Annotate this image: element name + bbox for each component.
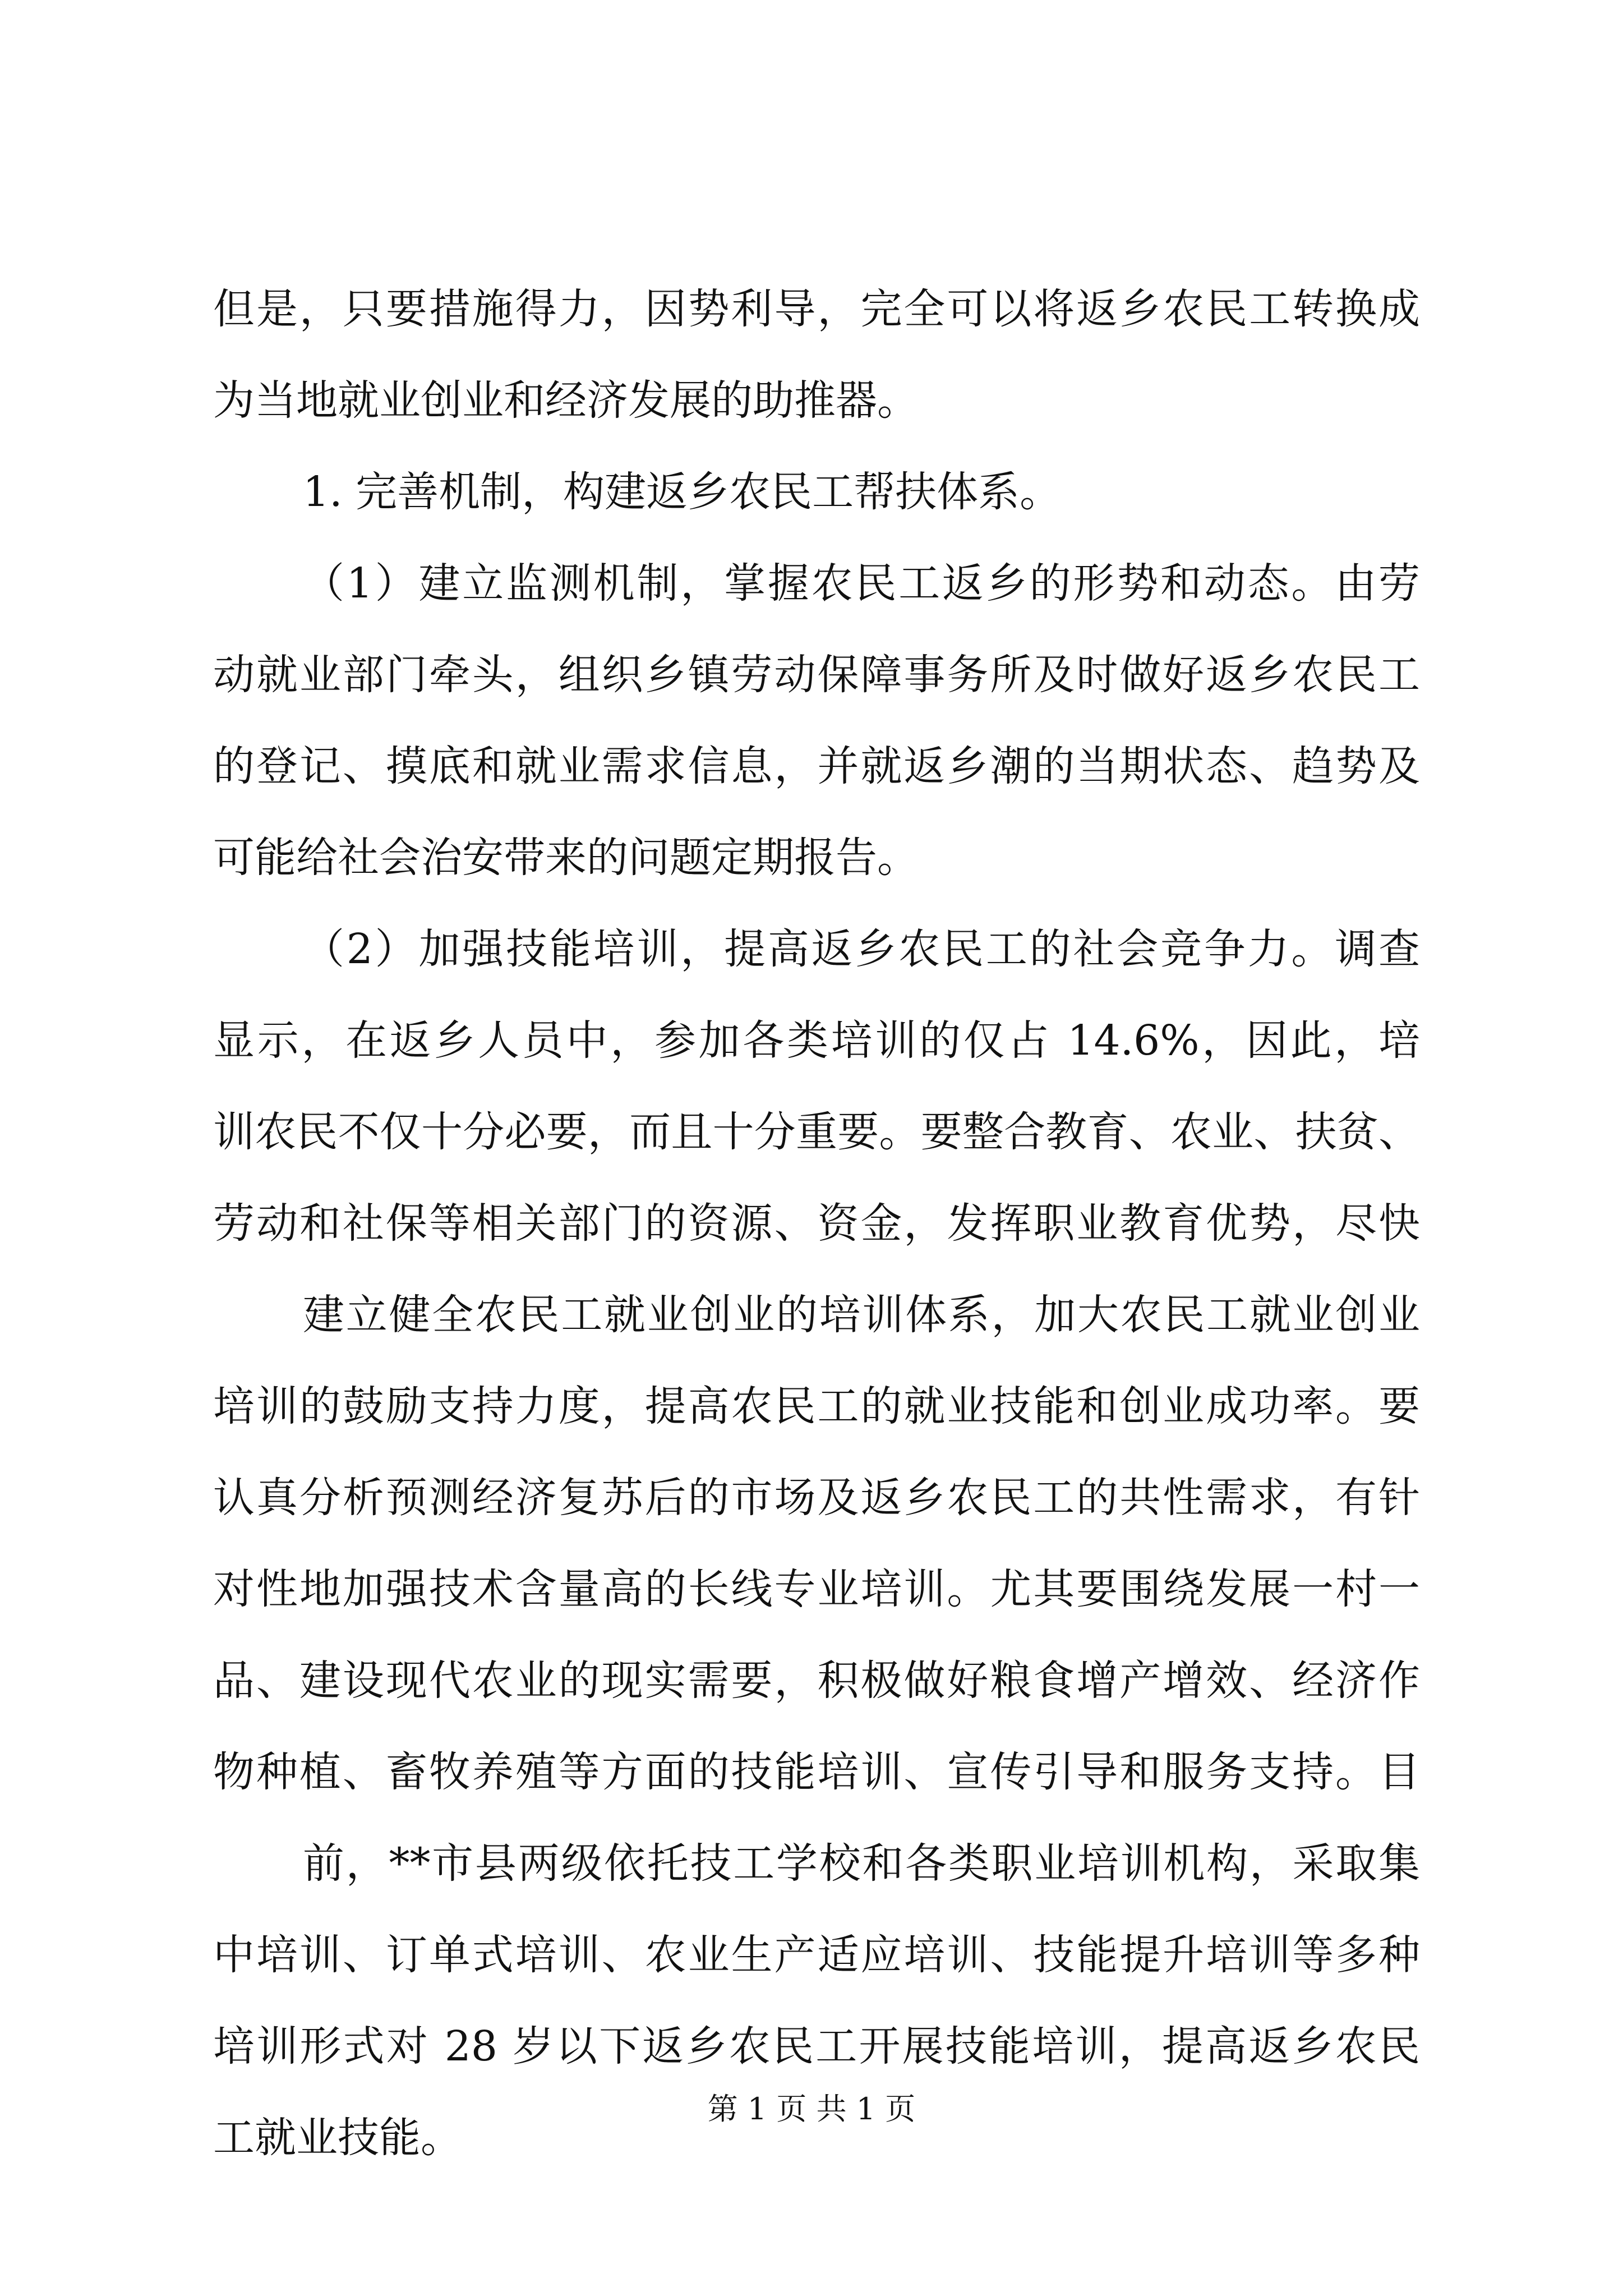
- text-line: 的登记、摸底和就业需求信息，并就返乡潮的当期状态、趋势及: [213, 742, 1420, 790]
- text-line: 培训形式对 28 岁以下返乡农民工开展技能培训，提高返乡农民: [213, 2022, 1420, 2070]
- text-line: 建立健全农民工就业创业的培训体系，加大农民工就业创业: [303, 1291, 1420, 1339]
- text-line: 但是，只要措施得力，因势利导，完全可以将返乡农民工转换成: [213, 285, 1420, 333]
- text-line: 劳动和社保等相关部门的资源、资金，发挥职业教育优势，尽快: [213, 1199, 1420, 1248]
- text-line: 对性地加强技术含量高的长线专业培训。尤其要围绕发展一村一: [213, 1565, 1420, 1613]
- section-heading: 1. 完善机制，构建返乡农民工帮扶体系。: [303, 468, 1062, 516]
- text-line: 培训的鼓励支持力度，提高农民工的就业技能和创业成功率。要: [213, 1382, 1420, 1430]
- text-line: 工就业技能。: [213, 2114, 462, 2162]
- text-line: 训农民不仅十分必要，而且十分重要。要整合教育、农业、扶贫、: [213, 1108, 1420, 1156]
- text-line: 品、建设现代农业的现实需要，积极做好粮食增产增效、经济作: [213, 1657, 1420, 1705]
- text-line: 物种植、畜牧养殖等方面的技能培训、宣传引导和服务支持。目: [213, 1748, 1420, 1796]
- text-line: （1）建立监测机制，掌握农民工返乡的形势和动态。由劳: [303, 559, 1420, 608]
- text-line: （2）加强技能培训，提高返乡农民工的社会竞争力。调查: [303, 925, 1420, 973]
- text-line: 动就业部门牵头，组织乡镇劳动保障事务所及时做好返乡农民工: [213, 651, 1420, 699]
- text-line: 中培训、订单式培训、农业生产适应培训、技能提升培训等多种: [213, 1931, 1420, 1979]
- text-line: 为当地就业创业和经济发展的助推器。: [213, 376, 919, 425]
- page-footer: 第 1 页 共 1 页: [707, 2091, 916, 2127]
- document-body: [213, 264, 1420, 2184]
- text-line: 可能给社会治安带来的问题定期报告。: [213, 834, 919, 882]
- text-line: 认真分析预测经济复苏后的市场及返乡农民工的共性需求，有针: [213, 1474, 1420, 1522]
- text-line: 显示，在返乡人员中，参加各类培训的仅占 14.6%，因此，培: [213, 1016, 1420, 1065]
- text-line: 前，**市县两级依托技工学校和各类职业培训机构，采取集: [303, 1839, 1420, 1888]
